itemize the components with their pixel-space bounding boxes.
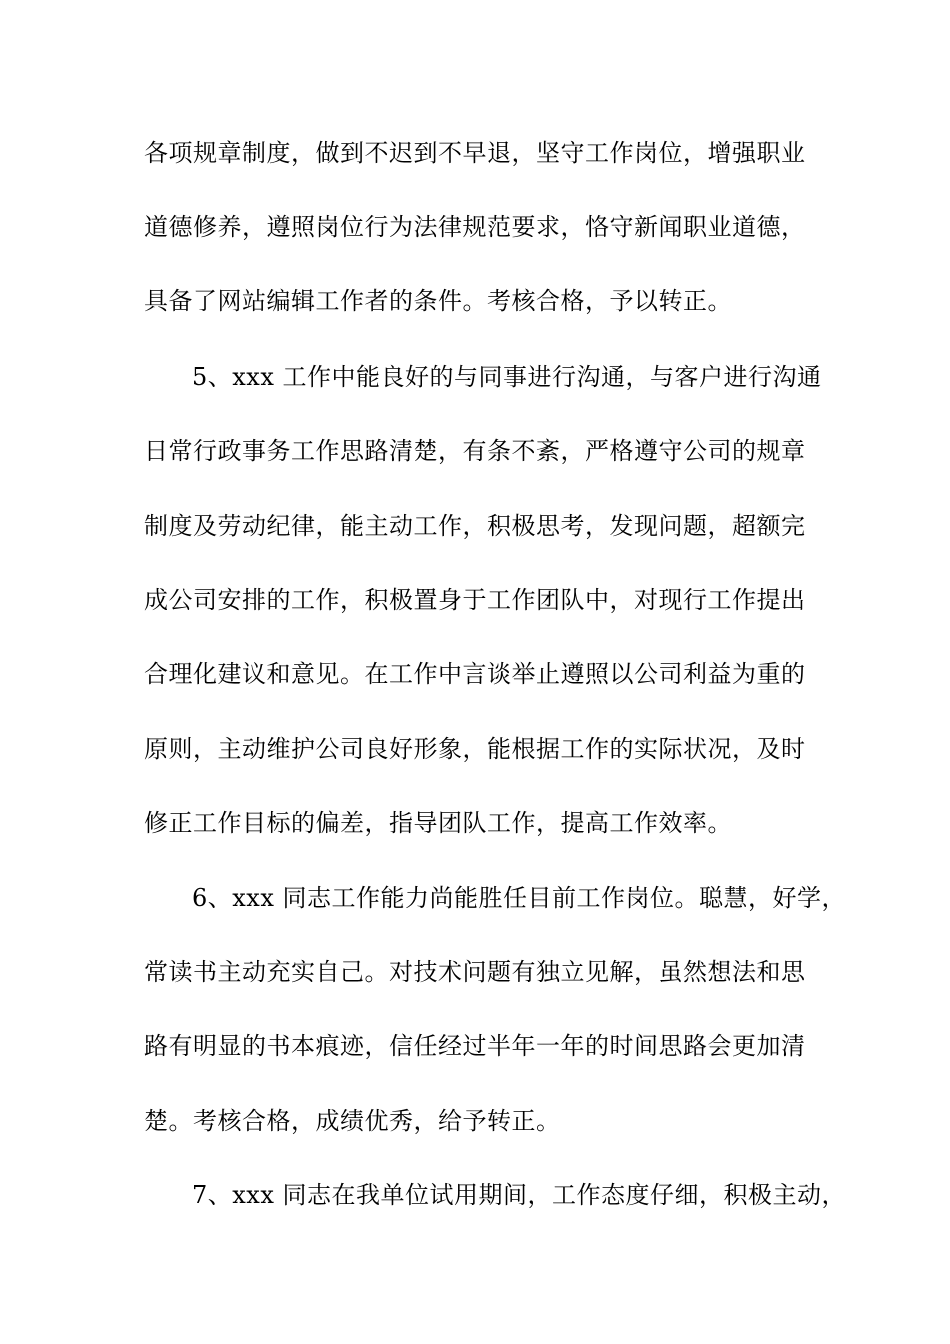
text-line: 制度及劳动纪律，能主动工作，积极思考，发现问题，超额完 — [144, 512, 806, 540]
text-line: 具备了网站编辑工作者的条件。考核合格，予以转正。 — [144, 287, 732, 315]
paragraph-7-first-line: 7、xxx 同志在我单位试用期间，工作态度仔细，积极主动， — [192, 1181, 847, 1209]
text-line: 原则，主动维护公司良好形象，能根据工作的实际状况，及时 — [144, 735, 806, 763]
text-line: 常读书主动充实自己。对技术问题有独立见解，虽然想法和思 — [144, 958, 806, 986]
text-line: 道德修养，遵照岗位行为法律规范要求，恪守新闻职业道德， — [144, 213, 806, 241]
paragraph-5-first-line: 5、xxx 工作中能良好的与同事进行沟通，与客户进行沟通 — [192, 363, 822, 391]
text-line: 日常行政事务工作思路清楚，有条不紊，严格遵守公司的规章 — [144, 437, 806, 465]
text-line: 修正工作目标的偏差，指导团队工作，提高工作效率。 — [144, 809, 732, 837]
text-line: 各项规章制度，做到不迟到不早退，坚守工作岗位，增强职业 — [144, 139, 806, 167]
paragraph-6-first-line: 6、xxx 同志工作能力尚能胜任目前工作岗位。聪慧，好学， — [192, 884, 847, 912]
text-line: 楚。考核合格，成绩优秀，给予转正。 — [144, 1107, 561, 1135]
text-line: 成公司安排的工作，积极置身于工作团队中，对现行工作提出 — [144, 586, 806, 614]
text-line: 路有明显的书本痕迹，信任经过半年一年的时间思路会更加清 — [144, 1032, 806, 1060]
text-line: 合理化建议和意见。在工作中言谈举止遵照以公司利益为重的 — [144, 660, 806, 688]
